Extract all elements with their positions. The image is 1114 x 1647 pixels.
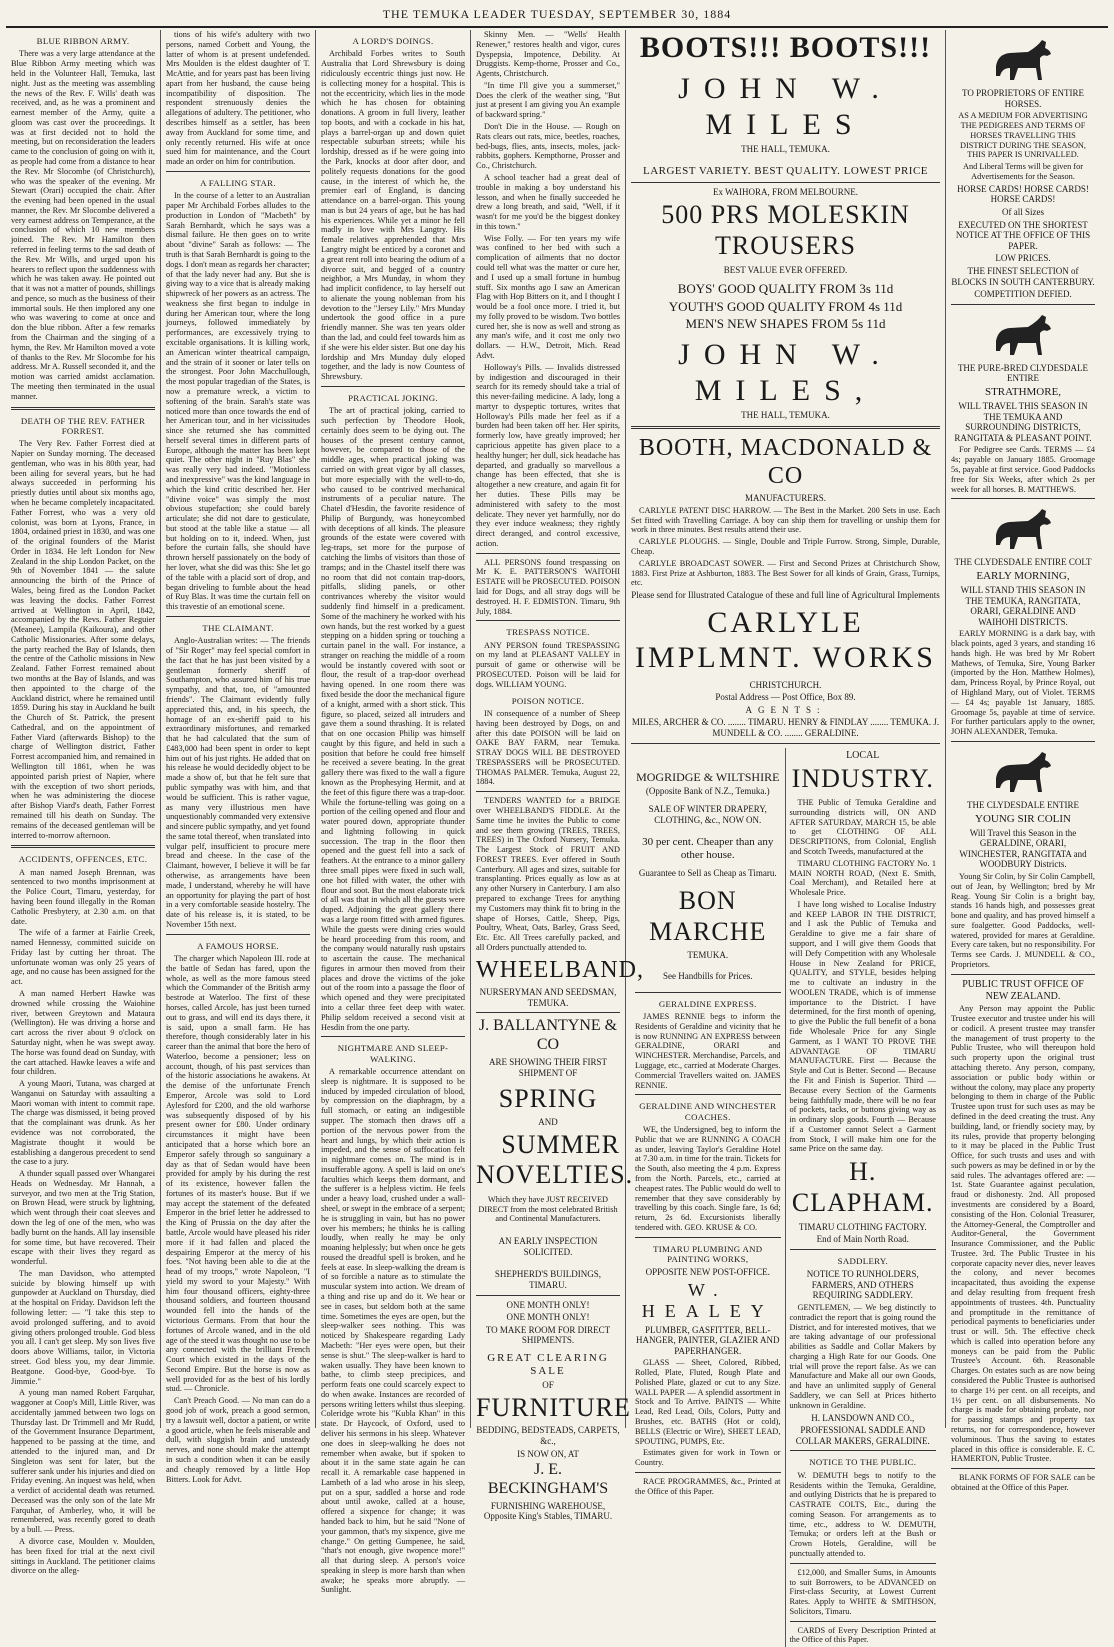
- ad-holloway: Holloway's Pills. — Invalids distressed by indigestion and discouraged in their search for its remedy should take a trial of this never-failing medicine. A lady, long a martyr to dyspeptic tortures, writes that Holloway's Pills made her feel as if a burden had been taken off her. Her spirits, formerly low, have greatly improved; her capricious appetite has given place to a healthy hunger; her dull, sick headache has departed, and gradually so marvellous a change has been effected, that she is altogether a new creature, and again fit for her duties. These Pills may be administered with safety to the most delicate. They never yet harmfully, nor do they ever induce weakness; they rightly direct deranged, and control excessive, action.: [476, 362, 620, 548]
- executed-notice: EXECUTED ON THE SHORTEST NOTICE AT THE OFFICE OF THIS PAPER.: [955, 219, 1091, 251]
- heading-coaches: GERALDINE AND WINCHESTER COACHES.: [639, 1101, 777, 1122]
- column-1: [6, 30, 161, 1576]
- sir-colin-details: Young Sir Colin, by Sir Colin Campbell, out of Jean, by Wellington; bred by Mr Reag. Young Sir Colin is a bright bay, stands 16 hands high, and possesses great bone and quality, and has proved himself a sure foalgetter. Good Paddocks, well-watered, provided for mares at Geraldine. Every care taken, but no responsibility. For Terms see Cards. J. MUNDELL & CO., Proprietors.: [951, 871, 1095, 969]
- ballantyne-received: Which they have JUST RECEIVED DIRECT from the most celebrated British and Continental Manufacturers.: [478, 1194, 618, 1224]
- lansdown-trade: PROFESSIONAL SADDLE AND COLLAR MAKERS, GERALDINE.: [795, 1425, 930, 1446]
- ad-rough-on-rats: Don't Die in the House. — Rough on Rats clears out rats, mice, beetles, roaches, bed-bugs, flies, ants, insects, moles, jack-rabbits, gophers. Kempthorne, Prosser and Co., Christchurch.: [476, 122, 620, 171]
- healey-goods: GLASS — Sheet, Colored, Ribbed, Rolled, Plate, Fluted, Rough Plate and Polished Plate, glazed or cut to any Size. WALL PAPER — A splendid assortment in Stock and To Arrive. PAINTS — White Lead, Red Lead, Oils, Colors, Putty and Brushes, etc. BATHS (Hot or cold), BELLS (Electric or Wire), SHEET LEAD, SPOUTING, PUMPS, Etc.: [635, 1358, 781, 1446]
- lansdown-name: H. LANSDOWN AND CO.,: [811, 1412, 915, 1423]
- ex-waihora: Ex WAIHORA, FROM MELBOURNE.: [712, 186, 859, 197]
- sir-colin-travel: Will Travel this Season in the GERALDINE, ORARI, WINCHESTER, RANGITATA and WOODBURY Districts.: [959, 827, 1087, 870]
- healey-estimates: Estimates given for work in Town or Country.: [635, 1448, 781, 1468]
- clapham-address: End of Main North Road.: [816, 1234, 909, 1245]
- col5-split: [631, 748, 940, 1647]
- article-blue-ribbon: There was a very large attendance at the Blue Ribbon Army meeting which was held in the Volunteer Hall, Temuka, last night. Just as the meeting was assembling the news of the Rev. F. Wills' death was received, and, as he was a prominent and earnest member of the Army, quite a gloom was cast over the proceedings. It was at first decided not to hold the meeting, but on reconsideration the leaders came to the conclusion of going on with it, as people had come from a distance to hear the Rev. Mr Slocombe (of Christchurch), who was the speaker of the evening. Mr Stewart (Orari) occupied the chair. After the evening had been opened in the usual manner, the Rev. Mr Slocombe delivered a very earnest address on Temperance, at the conclusion of which 10 new members joined. The Rev. Mr Hamilton then referred in feeling terms to the sad death of the Rev. Mr Wills, and urged upon his hearers to reflect upon the suddenness with which he was taken away. He pointed out that it was not a matter of pounds, shillings and pence, so much as the business of their immortal souls. He then implored any one who was wavering to come at once and don the blue ribbon. After a few remarks from the Chairman and the singing of a hymn, the Rev. Mr Hamilton moved a vote of thanks to the Rev. Mr Slocombe for his address. Mr A. Russell seconded it, and the motion was carried amidst acclamation. The meeting then terminated in the usual manner.: [11, 49, 155, 401]
- ad-skinny-men: Skinny Men. — "Wells' Health Renewer," restores health and vigor, cures Dyspepsia, Impotence, Debility. At Druggists. Kemp-thorne, Prosser and Co., Agents, Christchurch.: [476, 30, 620, 79]
- wheelband-name: WHEELBAND,: [476, 956, 644, 983]
- article-thunder: A thunder squall passed over Whangarei Heads on Wednesday. Mr Hannah, a surveyor, and two men at the Trig Station, on Brown Head, were struck by lightning, which went through their coat sleeves and down the leg of one of the men, who was badly burnt on the hands. All lay insensible for some time, but have recovered. Their escape with their lives they regard as wonderful.: [11, 1169, 155, 1267]
- horse-icon: [988, 36, 1058, 84]
- article-hawke: A man named Herbert Hawke was drowned while crossing the Waiohine river, between Greytown and Mataura (Wellington). He was driving a horse and cart across the river about 9 o'clock on Saturday night, when he was swept away. The horse was found dead on Sunday, with the cart attached. Hawke leaves a wife and four children.: [11, 989, 155, 1077]
- ballantyne-showing: ARE SHOWING THEIR FIRST SHIPMENT OF: [488, 1057, 608, 1078]
- heading-nightmare: NIGHTMARE AND SLEEP-WALKING.: [337, 1043, 449, 1064]
- heading-practical-joking: PRACTICAL JOKING.: [348, 392, 438, 403]
- christchurch: CHRISTCHURCH.: [749, 679, 822, 690]
- article-cant-preach: Can't Preach Good. — No man can do a good job of work, preach a good sermon, try a lawsuit well, doctor a patient, or write a good article, when he feels miserable and dull, with sluggish brain and unsteady nerves, and none should make the attempt in such a condition when it can be easily and cheaply removed by a little Hop Bitters. Look for Advt.: [166, 1396, 310, 1484]
- boots-headline: BOOTS!!! BOOTS!!!: [639, 31, 932, 64]
- column-3: [316, 30, 471, 1595]
- anecdote-teacher: A school teacher had a great deal of trouble in making a boy understand his lesson, and when he finally succeeded he drew a long breath, and said, "Well, if it wasn't for me you'd be the biggest donkey in this town.": [476, 172, 620, 231]
- all-sizes: Of all Sizes: [1002, 206, 1044, 217]
- furniture-bedding: BEDDING, BEDSTEADS, CARPETS, &c.,: [476, 1425, 620, 1446]
- heading-falling-star: A FALLING STAR.: [200, 177, 276, 188]
- proprietors-terms: And Liberal Terms will be given for Advertisements for the Season.: [962, 162, 1083, 181]
- horse-icon: [988, 505, 1058, 553]
- beckingham-address: FURNISHING WAREHOUSE, Opposite King's Stables, TIMARU.: [483, 1500, 613, 1522]
- early-morning-name: EARLY MORNING,: [976, 569, 1070, 582]
- column-5: [626, 30, 946, 1645]
- ballantyne-spring: SPRING: [498, 1084, 598, 1114]
- notice-patterson: ALL PERSONS found trespassing on Mr K. E. PATTERSON'S WAITOHI ESTATE will be PROSECUTED. POISON laid for Dogs, and all stray dogs will be destroyed. H. F. EDMISTON. Timaru, 9th July, 1884.: [476, 557, 620, 616]
- one-month-1: ONE MONTH ONLY!: [506, 1299, 590, 1310]
- largest-variety: LARGEST VARIETY. BEST QUALITY. LOWEST PRICE: [642, 164, 929, 177]
- youths-price: YOUTH'S GOOD QUALITY FROM 4s 11d: [668, 298, 903, 314]
- booth-macdonald: BOOTH, MACDONALD & CO: [638, 434, 933, 489]
- early-morning-travel: WILL STAND THIS SEASON IN THE TEMUKA, RANGITATA, ORARI, GERALDINE AND WAIHOHI DISTRICTS.: [960, 584, 1086, 627]
- geraldine-express-text: JAMES RENNIE begs to inform the Residents of Geraldine and vicinity that he is now RUNNING AN EXPRESS between GERALDINE, ORARI and WINCHESTER. Merchandise, Parcels, and Luggage, etc., carried at Moderate Charges. Commercial Travellers waited on. JAMES RENNIE.: [635, 1012, 781, 1090]
- horse-icon: [988, 748, 1058, 796]
- heading-notice-public: NOTICE TO THE PUBLIC.: [809, 1457, 917, 1468]
- heading-blue-ribbon: BLUE RIBBON ARMY.: [36, 36, 130, 46]
- horse-icon: [988, 311, 1058, 359]
- bon-marche-temuka: TEMUKA.: [687, 950, 729, 961]
- public-trust-text: Any Person may appoint the Public Trustee executor and trustee under his will or codicil. A present trustee may transfer the management of trust property to the Public Trustee, who will thereupon hold such property upon the original trust attaching thereto. Any person, company, association or public body within or without the colony, may place any property belonging to them in charge of the Public Trustee upon trust for such uses as may be defined in the deed creating the trust. Any building, land, or friendly society may, by its rules, provide that property belonging to it may be placed in the Public Trust Office, for such trusts and uses and with such powers as may be defined in or by the said rules. The advantages offered are: — 1st. State Guarantee against peculation, fraud or dishonesty. 2nd. All proposed investments are considered by a Board, consisting of the Hon. Colonial Treasurer, the Attorney-General, the Comptroller and Auditor-General, the Government Insurance Commissioner, and the Public Trustee. 3rd. The Public Trustee in his corporate capacity never dies, never leaves the colony, and never becomes incapacitated, thus avoiding the expense and delay resulting from frequent fresh appointments of trustees. 4th. Punctuality and promptitude in the remittance of periodical payments to beneficiaries under trust or will. 5th. The effective check which is called into operation before any moneys can be paid from the Public Trustee's Account. 6th. Reasonable Charges. On estates such as are now being considered the Public Trustee is authorised to charge 1½ per cent. on all receipts, and 1½ per cent. on all disbursements. No charge is made for obtaining probate, nor for passing stamps and property tax returns, nor for correspondence, however voluminous. Thus the saving to estates placed in this office is considerable. E. C. HAMERTON, Public Trustee.: [951, 1004, 1095, 1464]
- ballantyne-and: AND: [538, 1116, 558, 1127]
- article-davidson: The man Davidson, who attempted suicide by blowing himself up with gunpowder at Auckland on Thursday, died at the hospital on Friday. Davidson left the following letter: — "I take this step to avoid prolonged suffering, and to avoid giving others prolonged trouble. God bless you all. I can't get sleep. My son lives five doors above Williams, tailor, in Victoria street. God bless you, my dear Jimmie. Beatgone. Good-bye, Good-bye. To Jimmie.": [11, 1268, 155, 1386]
- room-shipments: TO MAKE ROOM FOR DIRECT SHIPMENTS.: [485, 1324, 611, 1346]
- clapham-name: H. CLAPHAM.: [791, 1157, 934, 1217]
- winter-sale: SALE OF WINTER DRAPERY, CLOTHING, &c., NOW ON.: [648, 804, 767, 825]
- industry-heading: INDUSTRY.: [791, 764, 934, 794]
- masthead: THE TEMUKA LEADER TUESDAY, SEPTEMBER 30, 1884: [6, 4, 1108, 28]
- competition-defied: COMPETITION DEFIED.: [974, 289, 1072, 300]
- ballantyne-address: SHEPHERD'S BUILDINGS, TIMARU.: [494, 1269, 602, 1291]
- article-brennan: A man named Joseph Brennan, was sentenced to two months imprisonment at the Police Court, Timaru, yesterday, for having been found illegally in the Roman Catholic Presbytery, at 2.30 a.m. on that date.: [11, 867, 155, 926]
- of-label: OF: [542, 1380, 554, 1390]
- heading-father-forrest: DEATH OF THE REV. FATHER FORREST.: [20, 415, 146, 436]
- best-value: BEST VALUE EVER OFFERED.: [723, 264, 848, 275]
- proprietors-medium: AS A MEDIUM FOR ADVERTISING THE PEDIGREES AND TERMS OF HORSES TRAVELLING THIS DISTRICT DURING THE SEASON, THIS PAPER IS UNRIVALLED.: [958, 111, 1088, 160]
- column-2: [161, 30, 316, 1484]
- demuth-notice: W. DEMUTH begs to notify to the Residents within the Temuka, Geraldine, and outlying Districts that he is prepared to CASTRATE COLTS, Etc., during the coming Season. For arrangements as to time, etc., address to W. DEMUTH, Temuka; or orders left at the Bush or Crown Hotels, Geraldine, will be punctually attended to.: [789, 1470, 936, 1559]
- strathmore-name: STRATHMORE,: [984, 386, 1062, 398]
- blank-forms: BLANK FORMS OF FOR SALE can be obtained at the Office of this Paper.: [951, 1473, 1095, 1492]
- broadcast-sower: CARLYLE BROADCAST SOWER. — First and Second Prizes at Christchurch Show, 1883. First Prize at Ashburton, 1883. The Best Sower for all kinds of Grain, Grass, Turnips, etc.: [631, 558, 940, 588]
- heading-lords-doings: A LORD'S DOINGS.: [352, 36, 434, 46]
- ad-beckingham: [476, 1299, 631, 1522]
- article-nightmare: A remarkable occurrence attendant on sleep is nightmare. It is supposed to be induced by impeded circulation of blood, by compression on the diaphragm, by a full stomach, or eating an indigestible supper. The stomach then draws off a portion of the nervous power from the heart and lungs, by which their action is impeded, and the sense of suffocation felt in nightmare comes on. The mind is in insufferable agony. A spell is laid on one's faculties which keeps them dormant, and the sufferer is a helpless victim. He feels under a heavy load, crushed under a wall-sheel, or swept in the embrace of a serpent; he is struggling in vain, but has no power over his members; he thinks he is calling loudly, when really he may be only moaning helplessly; but when once he gets roused the dreadful spell is broken, and he feels at ease. In sleep-walking the dream is of so forcible a nature as to stimulate the muscular system into action. We dream of a thing and rise up and do it. We hear or see in cases, but seldom both at the same time. Sometimes the eyes are open, but the sleep-walker sees nothing. This was noticed by Shakespeare regarding Lady Macbeth: "Her eyes were open, but their sense is shut." The sleep-walker is hard to waken usually. They have been known to bathe, to climb steep precipices, and perform feats one could scarcely expect to do when awake. Instances are recorded of persons writing letters whilst thus sleeping. Coleridge wrote his "Kubla Khan" in this state. Dr Haycock, of Oxford, used to deliver his sermons in his sleep. Whatever one does in sleep-walking he does not remember when awake, but if spoken to about it in the same state again he can recall it. A remarkable case happened in Lambeth of a lad who arose in his sleep, put on a spur, saddled a horse and rode about until awoke, called at a house, offered a sixpence for change; it was handed back to him, but he said "None of your gammon, that's my sixpence, give me change." On getting Gumpenee, he said, "that's not enough, give twopence more!" all that during sleep. A person's voice speaking in sleep is more harsh than when awake; he speaks more abruptly. — Sunlight.: [321, 1067, 465, 1595]
- the-hall-temuka: THE HALL, TEMUKA.: [741, 144, 830, 155]
- sir-colin-intro: THE CLYDESDALE ENTIRE: [966, 799, 1080, 810]
- guarantee-timaru: Guarantee to Sell as Cheap as Timaru.: [638, 867, 777, 878]
- mens-price: MEN'S NEW SHAPES FROM 5s 11d: [685, 315, 886, 331]
- clapham-factory: TIMARU CLOTHING FACTORY.: [798, 1221, 927, 1232]
- horse-cards: HORSE CARDS! HORSE CARDS! HORSE CARDS!: [957, 183, 1089, 205]
- boys-price: BOYS' GOOD QUALITY FROM 3s 11d: [677, 281, 894, 297]
- public-trust-heading: PUBLIC TRUST OFFICE OF NEW ZEALAND.: [962, 978, 1084, 1002]
- columns: [6, 30, 1108, 1645]
- carlyle-works: CARLYLE IMPLMNT. WORKS: [635, 605, 936, 675]
- early-morning-details: EARLY MORNING is a dark bay, with black points, aged 3 years, and standing 16 hands high. He was bred by Mr Robert Mathews, of Temuka, Sire, Young Barker (imported by the Hon. Matthew Holmes), dam, Princess Royal, by Prince Royal, out of Highland Mary, out of Violet. TERMS — £4 4s; payable 1st January, 1885. Groomage 5s, payable at time of service. For further particulars apply to the owner, JOHN ALEXANDER, Temuka.: [951, 629, 1095, 737]
- john-w-miles-title: JOHN W. MILES: [678, 72, 893, 141]
- heading-saddlery: SADDLERY.: [837, 1255, 888, 1266]
- article-practical-joking: The art of practical joking, carried to such perfection by Theodore Hook, certainly does seem to be dying out. The houses of the present century cannot, however, be compared to those of the middle ages, when practical joking was carried on with great vigor by all classes, but more especially with the well-to-do, who caused to be contrived mechanical instruments of a peculiar nature. The Chatel d'Hesdin, the favorite residence of Philip of Burgundy, was honeycombed with deceptions of all kinds. The pleasure grounds of the estate were covered with leg-traps, set more for the purpose of catching the limbs of visitors than those of tramps; and in the Chastel itself there was no room that did not contain trap-doors, pitfalls, sliding panels, or other contrivances whereby the visitor would suddenly find himself in a predicament. Some of the machinery he worked with his own hands, but the rest worked by a guest stepping on a hidden spring or touching a curtain panel in the wall. For instance, a stranger on reaching the middle of a room would be instantly covered with soot or flour, the result of a trap-door overhead having opened. In one room there was fixed beside the door the mechanical figure of a knight, armed with a short stick. This figure, so placed, seized all intruders and gave them a sound thrashing. It is related that on one occasion Philip was himself caught by this figure, and held in such a position that before he could free himself he received a severe beating. In the great gallery there was fixed to the wall a figure known as the Prophesying Hermit, and at the feet of this figure there was a trap-door. While the fortune-telling was going on a portion of the ceiling opened and flour and water poured down, appropriate thunder and lightning following in quick succession. The trap in the floor then opened and the guest fell into a sack of feathers. At the entrance to a minor gallery three small pipes were fixed in such wall, one hot filled with water, the other with flour and soot. But the most elaborate trick of all was that in which all the guests were duped. Adjoining the great gallery there was a large room fitted with armed figures. While the guests were dining cries would be heard proceeding from this room, and the company would naturally rush upstairs to ascertain the cause. The mechanical figures in armour then moved from their places and drove the victims of the joke out of the room into a passage the floor of which opened and they were precipitated into a cellar three feet deep with water. Philip seldom received a second visit at Hesdin from the one party.: [321, 406, 465, 1032]
- cards-notice: CARDS of Every Description Printed at the Office of this Paper.: [789, 1625, 936, 1645]
- proprietors-heading: TO PROPRIETORS OF ENTIRE HORSES.: [962, 88, 1084, 109]
- heading-accidents: ACCIDENTS, OFFENCES, ETC.: [18, 854, 148, 865]
- the-hall-temuka-2: THE HALL, TEMUKA.: [741, 410, 830, 421]
- bon-marche: BON MARCHE: [649, 886, 767, 946]
- furniture-now-on: IS NOW ON, AT: [517, 1448, 579, 1459]
- ad-ballantyne: [476, 1017, 634, 1291]
- article-moulden-cont: tions of his wife's adultery with two persons, named Corbett and Young, the latter of whom is at present undefended. Mrs Moulden is the eldest daughter of T. McAttie, and for years past has been living apart from her husband, the cause being incompatibility of disposition. The respondent strenuously denies the allegations of adultery. The petitioner, who describes himself as a settler, has been away from Auckland for some time, and only recently returned. His wife at once sued him for maintenance, and the Court made an order on him for contribution.: [166, 30, 310, 167]
- clothing-factory: TIMARU CLOTHING FACTORY No. 1 MAIN NORTH ROAD, (Next E. Smith, Coal Merchant), and Retailed here at Wholesale Price.: [789, 858, 936, 898]
- see-handbills: See Handbills for Prices.: [663, 971, 753, 982]
- notice-trespass: ANY PERSON found TRESPASSING on my land at PLEASANT VALLEY in pursuit of game or otherwise will be PROSECUTED. Poison will be laid for dogs. WILLIAM YOUNG.: [476, 640, 620, 689]
- article-falling-star: In the course of a letter to an Australian paper Mr Archibald Forbes alludes to the production in London of "Macbeth" by Sarah Bernhardt, which he says was a dismal failure. He then goes on to write about "divine" Sarah as follows: — The truth is that Sarah Bernhardt is going to the dogs. I don't mean as regards her character; of that the lady never had any. But she is giving way to a vice that is already making shipwreck of her powers as an actress. The weakness she first began to indulge in during her American tour, where the long journeys, followed immediately by performances, are excessively trying to excitable organisations. It is killing work, an American winter theatrical campaign, and the strain of it sooner or later tells on the strongest. Poor John Macchullough, the most popular tragedian of the States, is now a premature wreck, a victim to softening of the brain. Sarah's state was noticed more than once towards the end of her American tour, and in her vicissitudes since she returned she has committed herself several times in different parts of Europe, although the matter has been kept quiet. The other night in "Ruy Blas" she was really very bad indeed. "Motionless and inexpressive" was the kind language in which the kind critic described her. Her "divine voice" was simply the most obvious stupefaction; she could barely articulate; she did not dare to gesticulate, but stood at the table like a statue — all but holding on to it, indeed. When, just before the curtain falls, she should have thrown herself passionately on the body of her lover, what she did was this: She let go of the table with a placid sort of drop, and began driveling to fumble about the head of Ruy Blas. It was time the curtain fell on this travestie of an emotional scene.: [166, 191, 310, 612]
- early-morning-intro: THE CLYDESDALE ENTIRE COLT: [954, 557, 1092, 568]
- industry-body: I have long wished to Localise Industry and KEEP LABOR IN THE DISTRICT, and I ask the Public of Temuka and Geraldine to give me a fair share of support, and I will give them Goods that will Defy Competition with any Wholesale House in New Zealand for PRICE, QUALITY, and STYLE, besides helping me to cultivate an industry in the WOOLEN TRADE, which is of immense importance to the District. I have determined, for the first month of opening, to give the Public the full benefit of a bona fide Wholesale Price for any Single Garment, as I WANT TO PROVE THE ADVANTAGE OF TIMARU MANUFACTURE. First — Because the Style and Cut is Better. Second — Because the Fit and Finish is Superior. Third — Because every Section of the Garments being faithfully made, there will be no fear of pockets, tacks, or buttons giving way as in ordinary slop goods. Fourth — Because if a Customer cannot Select a Garment from Stock, I will make him one for the same Price on the same day.: [789, 899, 936, 1154]
- verse-summerset: "In time I'll give you a summerset," Does the clerk of the weather sing, "But just at present I am giving you An example of backward spring.": [476, 80, 620, 120]
- furniture-heading: FURNITURE: [476, 1392, 631, 1422]
- postal-address: Postal Address — Post Office, Box 89.: [715, 692, 856, 703]
- article-famous-horse: The charger which Napoleon III. rode at the battle of Sedan has fared, upon the whole, as well as the more famous steed which the Commander of the British army bestrode at Waterloo. The first of these horses, called Arcole, has just been turned out to grass, and will end its days there, it is said, upon a small farm. He has therefore, though considerably later in his career than the animal that bore the hero of Waterloo, become a pensioner; less on account, though, of his past services than of the historic associations he awakens. At the demise of the unfortunate French Emperor, Arcole was sold to Lord Aylesford for £200, and the old warhorse was subsequently disposed of by his present owner for £80. Under ordinary circumstances it might have been anticipated that a horse which bore an Emperor safely through so sanguinary a day as that of Sedan would have been provided for amply by his during the rest of its existence, however fallen the fortunes of its master's house. But if we may accept the statement of the defeated Emperor in the brief letter he addressed to the King of Prussia on the day after the battle, Arcole would have pleased his rider more if it had fallen and placed the despairing Emperor at the mercy of his foes. "Not having been able to die at the head of my troops," wrote Napoleon, "I yield my sword to your Majesty." With him four thousand officers, eighty-three thousand soldiers, and fourteen thousand wounded fell into the hands of the victorious Germans. From that hour the fortunes of Arcole waned, and in the old age of the steed it was thought no use to be any connected with the brilliant French Court which existed in the days of the Second Empire. But the horse is now as well provided for as the best of his lordly stud. — Chronicle.: [166, 954, 310, 1394]
- one-month-2: ONE MONTH ONLY!: [506, 1312, 590, 1323]
- plumbing-address: OPPOSITE NEW POST-OFFICE.: [645, 1267, 770, 1278]
- heading-plumbing: TIMARU PLUMBING AND PAINTING WORKS,: [653, 1243, 763, 1265]
- column-6: [946, 30, 1100, 1492]
- ballantyne-name: J. BALLANTYNE & CO: [478, 1017, 618, 1054]
- ad-oxford-nursery: TENDERS WANTED for a BRIDGE over WHEELBAND'S FIDDLE. At the Same time he invites the Public to come and see them growing (TREES, TREES, TREES) in The Oxford Nursery, Temuka. The Largest Stock of FRUIT AND FOREST TREES. Ever offered in South Canterbury. All ages and sizes, suitable for transplanting. Prices equally as low as at any other Nursery in Canterbury. I am also prepared to exchange Trees for anything my Customers may think fit to bring in the shape of Horses, Cattle, Sheep, Pigs, Poultry, Wheat, Oats, Barley, Grass Seed, Etc. Etc. All Trees carefully packed, and all Orders punctually attended to.: [476, 796, 620, 952]
- agents-label: AGENTS:: [745, 704, 826, 715]
- article-lords-doings: Archibald Forbes writes to South Australia that Lord Shrewsbury is doing ridiculously eccentric things just now. He is collecting money for a hospital. This is not the eccentricity, which lies in the mode which he has chosen for obtaining donations. A groom in full livery, leather top boots, and with a cockade in his hat, plays a barrel-organ up and down quiet respectable suburban streets; while his lordship, dressed as if he were going into the Park, knocks at door after door, and politely requests donations for the good cause, in the interest of which he, the premier earl of England, is dancing attendance on a barrel-organ. This young man is but 24 years of age, but he has had his experiences. While yet a minor he fell madly in love with Mrs Langtry. His female relatives apprehended that Mrs Langtry might be enticed by a coronet and a great rent roll into bearing the odium of a divorce suit, and begged of a country neighbor, a Mrs Munday, in whom they had implicit confidence, to lay herself out to alienate the young nobleman from his devotion to the "Jersey Lily." Mrs Munday undertook the good office in a pure friendly manner. She was ten years older than the lad, and could feel towards him as if she were his elder sister. But one day his lordship and Mrs Munday duly eloped together, and the lady is now Countess of Shrewsbury.: [321, 49, 465, 382]
- ballantyne-inspection: AN EARLY INSPECTION SOLICITED.: [498, 1236, 598, 1257]
- manufacturers: MANUFACTURERS.: [744, 493, 827, 504]
- article-hennessy: The wife of a farmer at Fairlie Creek, named Hennessy, committed suicide on Friday last by cutting her throat. The unfortunate woman was only 25 years of age, and no cause has been assigned for the act.: [11, 928, 155, 987]
- ballantyne-summer: SUMMER: [501, 1129, 620, 1159]
- heading-famous-horse: A FAMOUS HORSE.: [197, 940, 279, 951]
- thirty-percent: 30 per cent. Cheaper than any other house.: [642, 835, 774, 861]
- industry-intro: THE Public of Temuka Geraldine and surrounding districts will, ON AND AFTER SATURDAY, MARCH 15, be able to get CLOTHING OF ALL DESCRIPTIONS, from Colonial, English and Scotch Tweeds, manufactured at the: [789, 798, 936, 856]
- ballantyne-novelties: NOVELTIES.: [476, 1160, 634, 1190]
- send-catalogue: Please send for Illustrated Catalogue of these and full line of Agricultural Implements: [631, 590, 940, 601]
- agents-list: MILES, ARCHER & CO. ........ TIMARU. HENRY & FINDLAY ........ TEMUKA. J. MUNDELL & CO. ........ GERALDINE.: [631, 717, 940, 738]
- healey-name: W. HEALEY: [641, 1280, 774, 1322]
- ad-wise-folly: Wise Folly. — For ten years my wife was confined to her bed with such a complication of ailments that no doctor could tell what was the matter or cure her, and I used up a small fortune in humbug stuff. Six months ago I saw an American Flag with Hop Bitters on it, and I thought I would be a fool once more. I tried it, but my folly proved to be wisdom. Two bottles cured her, she is now as well and strong as any man's wife, and it cost me only two dollars. — H.W., Detroit, Mich. Read Advt.: [476, 233, 620, 360]
- col5-left: [631, 748, 786, 1647]
- great-clearing-sale: GREAT CLEARING SALE: [487, 1352, 609, 1378]
- local-label: LOCAL: [846, 749, 880, 761]
- saddlery-notice: NOTICE TO RUNHOLDERS, FARMERS, AND OTHERS REQUIRING SADDLERY.: [806, 1269, 919, 1301]
- coaches-text: WE, the Undersigned, beg to inform the Public that we are RUNNING A COACH as under, leaving Taylor's Geraldine Hotel at 7.30 a.m. in time for the train. Tickets for the South, also meeting the 4 p.m. Express from the North. Parcels, etc., carried at cheapest rates. The Public would do well to remember that they save considerably by travelling by this coach. Single fare, 1s 6d; return, 2s 6d. Excursionists liberally tendered with. GEO. KRUSE & CO.: [635, 1125, 781, 1232]
- article-farquhar: A young man named Robert Farquhar, waggoner at Coop's Mill, Little River, was accidentally jammed between two logs on Thursday last. Dr Trimmell and Mr Rudd, of the Government Insurance Department, happened to be passing at the time, and attended to the injured man, and Dr Singleton was sent for later, but the sufferer sank under his injuries and died on Friday evening. An inquest was held, when a verdict of accidental death was returned. Deceased was the only son of the late Mr Farquhar, of Amberley, who, it will be remembered, was recently gored to death by a bull. — Press.: [11, 1388, 155, 1535]
- beckingham-name: J. E. BECKINGHAM'S: [487, 1461, 609, 1497]
- article-tutana: A young Maori, Tutana, was charged at Wanganui on Saturday with assaulting a Maori woman with intent to commit rape. The charge was dismissed, it being proved that the complainant was drunk. As her evidence was not corroborated, the Magistrate thought it would be establishing a dangerous precedent to send the case to a jury.: [11, 1079, 155, 1167]
- article-claimant: Anglo-Australian writes: — The friends of "Sir Roger" may feel special comfort in the fact that he has just been visited by a gentleman formerly sheriff of Southampton, who assured him of his true sympathy, and that, too, of "amounted friends". The Claimant evidently fully appreciated this, and, in his speech, the homage of an ex-sheriff paid to his extraordinary misfortunes, and remarked that he had calculated that the sum of £483,000 had been spent in order to kept him out of his just rights. He added that on his release he would decidedly object to be made a show of, but that he felt sure that public sympathy was with him, and that would be sufficient. This is rather vague, as many very illustrious men have unquestionably commanded very extensive and sincere public sympathy, and yet found the same total thereof, when translated into vulgar pelf, insufficient to procure mere bread and cheese. In the case of the Claimant, however, I believe it will be far otherwise, as arrangements have been made, I understand, whereby he will have an opportunity for playing the part of host in a very comfortable seaside hostelry. The date of his release is, it is stated, to be November 15th next.: [166, 636, 310, 929]
- race-programmes: RACE PROGRAMMES, &c., Printed at the Office of this Paper.: [635, 1476, 781, 1496]
- heading-trespass: TRESPASS NOTICE.: [506, 627, 590, 638]
- healey-trades: PLUMBER, GASFITTER, BELL-HANGER, PAINTER, GLAZIER AND PAPERHANGER.: [636, 1324, 780, 1356]
- heading-geraldine-express: GERALDINE EXPRESS.: [658, 998, 757, 1009]
- strathmore-terms: For Pedigree see Cards. TERMS — £4 4s; payable on January 1885. Groomage 5s, payable at first service. Good Paddocks free for Six Weeks, after which 2s per week for all horses. B. MATTHEWS.: [951, 445, 1095, 494]
- low-prices: LOW PRICES.: [995, 253, 1051, 264]
- moleskin-trousers: 500 PRS MOLESKIN TROUSERS: [661, 200, 910, 261]
- mogridge-address: (Opposite Bank of N.Z., Temuka.): [645, 785, 770, 796]
- disc-harrow: CARLYLE PATENT DISC HARROW. — The Best in the Market. 200 Sets in use. Each Set fitted with Travelling Carriage. A boy can ship them for travelling or unship them for work in three minutes. Best results attend their use.: [631, 505, 940, 535]
- strathmore-travel: WILL TRAVEL THIS SEASON IN THE TEMUKA AND SURROUNDING DISTRICTS, RANGITATA & PLEASANT POINT.: [954, 400, 1092, 443]
- carlyle-ploughs: CARLYLE PLOUGHS. — Single, Double and Triple Furrow. Strong, Simple, Durable, Cheap.: [631, 537, 940, 557]
- wheelband-sub: NURSERYMAN AND SEEDSMAN, TEMUKA.: [479, 987, 617, 1008]
- article-moulden: A divorce case, Moulden v. Moulden, has been fixed for trial at the next civil sittings in Auckland. The petitioner claims divorce on the alleg-: [11, 1537, 155, 1576]
- finest-blocks: THE FINEST SELECTION of BLOCKS IN SOUTH CANTERBURY.: [951, 265, 1095, 287]
- loan-notice: £12,000, and Smaller Sums, in Amounts to suit Borrowers, to be ADVANCED on First-class Security, at Lowest Current Rates. Apply to WHITE & SMITHSON, Solicitors, Timaru.: [789, 1567, 936, 1616]
- article-father-forrest: The Very Rev. Father Forrest died at Napier on Sunday morning. The deceased gentleman, who was in his 80th year, had been ailing for several years, but he had always succeeded in performing his priestly duties until about six months ago, when he became completely incapacitated. Father Forrest, who was a very old colonist, was born at Lyons, France, in 1804, ordained priest in 1830, and was one of the original founders of the Marist Order in 1834. He left London for New Zealand in the ship London Packet, on the 9th of November 1841 — the salute announcing the birth of the Prince of Wales, being fired as the London Packet was leaving the docks. Father Forrest arrived at Wellington in April, 1842, accompanied by the Revs. Father Reguier (Meanee), Lampila (Kaikoura), and other Catholic Missionaries. After some delays, the party reached the Bay of Islands, then the centre of the Catholic missions in New Zealand. Father Forrest remained about two months at the Bay of Islands, and was then appointed to the charge of the Auckland district, where he remained until 1859. During his stay in Auckland he built the Church of St. Patrick, the present Cathedral, and on the appointment of Father Viard (afterwards Bishop) to the charge of Wellington district, Father Forrest accompanied him, and remained in Wellington till 1861, when he was appointed parish priest of Napier, where with the exception of two short periods, when he was administering the diocese after Bishop Viard's death, Father Forrest remained till his death on Sunday. The remains of the deceased gentleman will be interred to-morrow afternoon.: [11, 439, 155, 840]
- heading-poison: POISON NOTICE.: [511, 695, 585, 706]
- saddlery-text: GENTLEMEN, — We beg distinctly to contradict the report that is going round the District, and for interested motives, that we are taking advantage of our professional abilities as Saddle and Collar Makers by charging a High Rate for our Goods. One trial will prove the report false. As we can Manufacture and Make all our own Goods, and have an unlimited supply of General Saddlery, we can Sell at Prices hitherto unknown in Geraldine.: [789, 1302, 936, 1410]
- column-4: [471, 30, 644, 1522]
- sir-colin-name: YOUNG SIR COLIN: [975, 812, 1071, 825]
- strathmore-intro: THE PURE-BRED CLYDESDALE ENTIRE: [957, 362, 1089, 384]
- heading-claimant: THE CLAIMANT.: [202, 622, 274, 633]
- notice-poison: IN consequence of a number of Sheep having been destroyed by Dogs, on and after this date POISON will be laid on OAKE BAY FARM, near Temuka. STRAY DOGS WILL BE DESTROYED TRESPASSERS will be PROSECUTED. THOMAS PALMER. Temuka, August 22, 1884.: [476, 708, 620, 787]
- john-w-miles-title-2: JOHN W. MILES,: [678, 338, 893, 407]
- col5-right: [786, 748, 941, 1647]
- mogridge-name: MOGRIDGE & WILTSHIRE: [636, 769, 780, 784]
